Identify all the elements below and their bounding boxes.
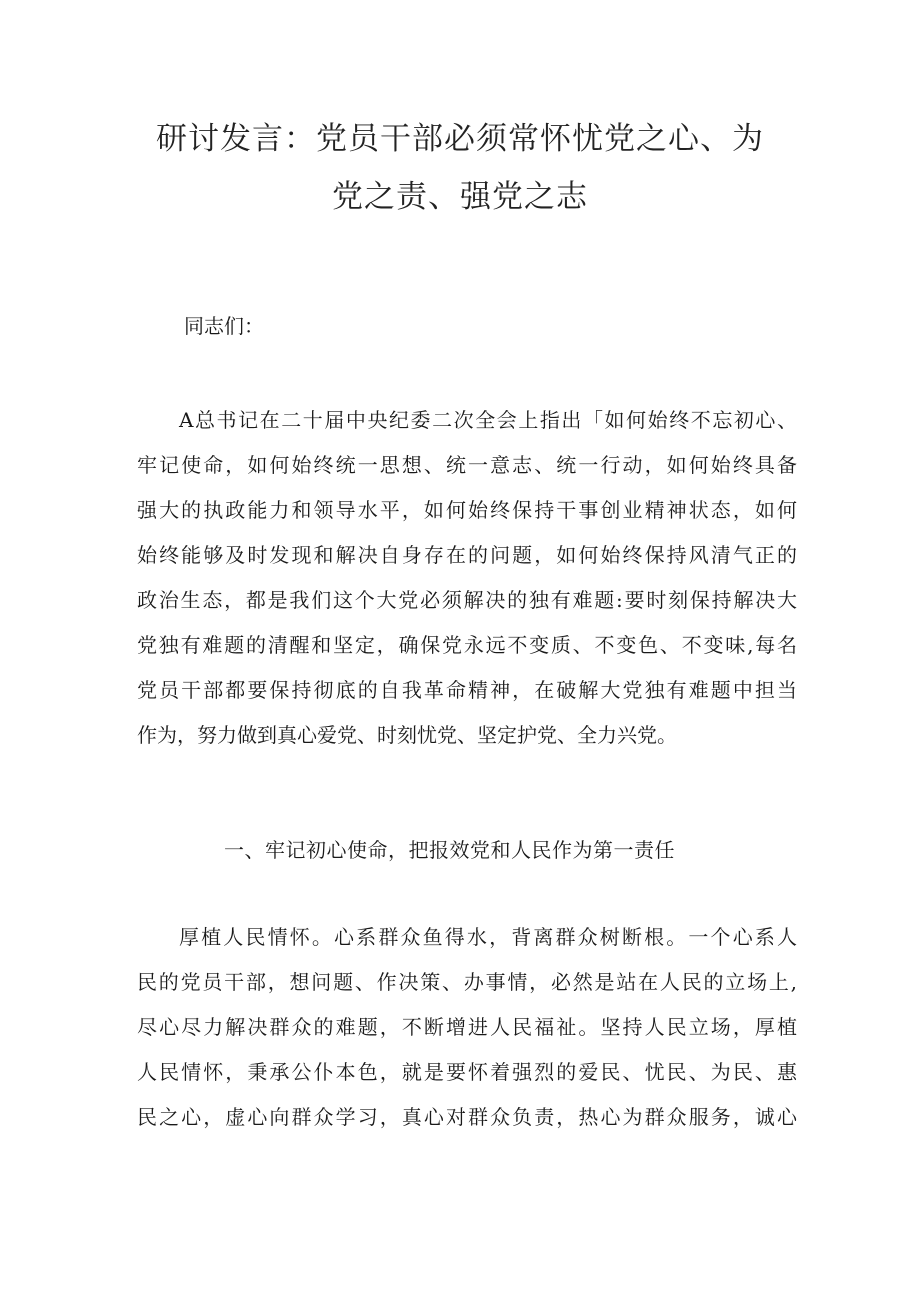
- paragraph-line: 厚植人民情怀。心系群众鱼得水，背离群众树断根。一个心系人: [179, 925, 797, 949]
- paragraph-section-one: [137, 915, 797, 1140]
- section-heading: 一、牢记初心使命，把报效党和人民作为第一责任: [224, 838, 675, 862]
- document-title-line-1: 研讨发言：党员干部必须常怀忧党之心、为: [156, 121, 764, 157]
- paragraph-line: 民的党员干部，想问题、作决策、办事情，必然是站在人民的立场上,: [137, 970, 797, 994]
- paragraph-line: 政治生态，都是我们这个大党必须解决的独有难题:要时刻保持解决大: [137, 588, 797, 612]
- paragraph-line: 党独有难题的清醒和坚定，确保党永远不变质、不变色、不变味,每名: [137, 633, 797, 657]
- paragraph-line: 强大的执政能力和领导水平，如何始终保持干事创业精神状态，如何: [137, 498, 797, 522]
- paragraph-line: 人民情怀，秉承公仆本色，就是要怀着强烈的爱民、忧民、为民、惠: [137, 1060, 797, 1084]
- paragraph-line: 始终能够及时发现和解决自身存在的问题，如何始终保持风清气正的: [137, 543, 797, 567]
- paragraph-intro: [137, 398, 797, 758]
- paragraph-line: 党员干部都要保持彻底的自我革命精神，在破解大党独有难题中担当: [137, 678, 797, 702]
- document-title-line-2: 党之责、强党之志: [332, 179, 588, 215]
- paragraph-line: A总书记在二十届中央纪委二次全会上指出「如何始终不忘初心、: [179, 408, 797, 432]
- paragraph-line: 牢记使命，如何始终统一思想、统一意志、统一行动，如何始终具备: [137, 453, 797, 477]
- paragraph-line: 尽心尽力解决群众的难题，不断增进人民福祉。坚持人民立场，厚植: [137, 1015, 797, 1039]
- paragraph-line: 作为，努力做到真心爱党、时刻忧党、坚定护党、全力兴党。: [137, 723, 677, 747]
- paragraph-line: 民之心，虚心向群众学习，真心对群众负责，热心为群众服务，诚心: [137, 1105, 797, 1129]
- salutation: 同志们：: [184, 314, 264, 338]
